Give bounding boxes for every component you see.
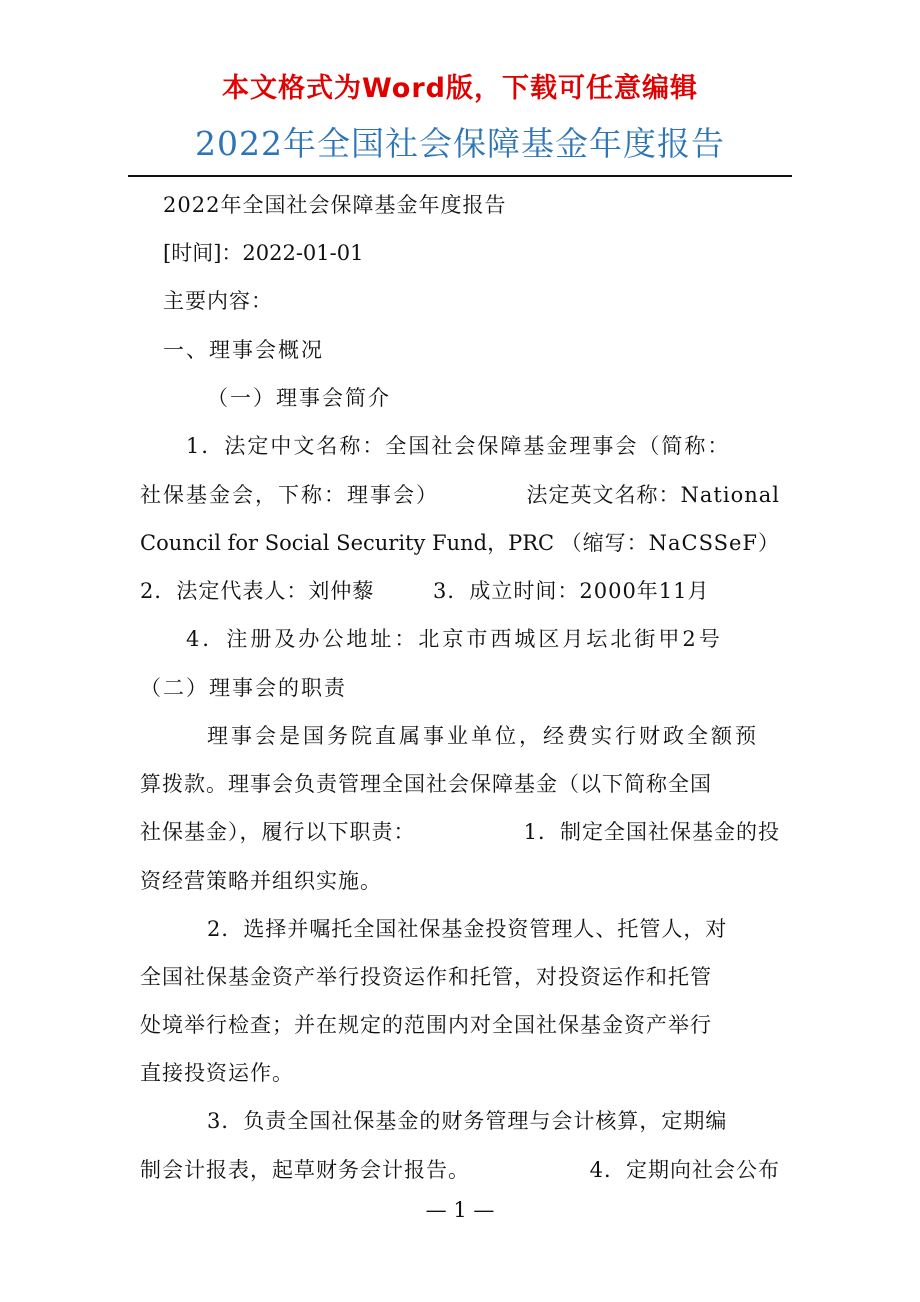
section-heading-1: 一、理事会概况 <box>163 338 324 362</box>
duty-item-4-start: 4．定期向社会公布 <box>589 1158 780 1182</box>
subsection-heading-2: （二）理事会的职责 <box>140 676 347 700</box>
main-content-label: 主要内容： <box>163 289 273 313</box>
duty-item-3-line: 制会计报表，起草财务会计报告。 <box>140 1158 470 1182</box>
format-notice-banner: 本文格式为Word版，下载可任意编辑 <box>221 73 698 104</box>
duty-item-2-line: 2．选择并嘱托全国社保基金投资管理人、托管人，对 <box>207 917 728 941</box>
duty-item-1-end: 资经营策略并组织实施。 <box>140 869 382 893</box>
duty-intro-line: 算拨款。理事会负责管理全国社会保障基金（以下简称全国 <box>140 772 712 796</box>
text-english-name-label: 法定英文名称：National <box>526 483 780 507</box>
text-founding-date: 3．成立时间：2000年11月 <box>433 579 710 603</box>
duty-intro-line: 理事会是国务院直属事业单位，经费实行财政全额预 <box>207 724 759 748</box>
paragraph-line <box>207 722 780 750</box>
document-title: 2022年全国社会保障基金年度报告 <box>195 124 725 163</box>
paragraph-line <box>140 1156 780 1184</box>
report-heading: 2022年全国社会保障基金年度报告 <box>163 193 507 217</box>
text-short-name: 社保基金会，下称：理事会） <box>140 483 439 507</box>
duty-item-2-line: 全国社保基金资产举行投资运作和托管，对投资运作和托管 <box>140 965 712 989</box>
duty-item-1-start: 1．制定全国社保基金的投 <box>523 820 780 844</box>
text-address: 4．注册及办公地址：北京市西城区月坛北街甲2号 <box>186 627 723 651</box>
duty-item-2-line: 直接投资运作。 <box>140 1061 294 1085</box>
paragraph-line <box>140 529 780 557</box>
text-chinese-name: 1．法定中文名称：全国社会保障基金理事会（简称： <box>186 434 731 458</box>
paragraph-line <box>140 481 780 509</box>
text-abbreviation: （缩写：NaCSSeF） <box>560 531 780 555</box>
text-legal-representative: 2．法定代表人：刘仲藜 <box>140 579 375 603</box>
text-english-name: Council for Social Security Fund，PRC <box>140 531 555 555</box>
duty-item-2-line: 处境举行检查；并在规定的范围内对全国社保基金资产举行 <box>140 1013 712 1037</box>
title-divider <box>128 175 792 177</box>
duty-item-3-line: 3．负责全国社保基金的财务管理与会计核算，定期编 <box>207 1109 728 1133</box>
paragraph-line <box>186 432 780 460</box>
paragraph-line <box>140 818 780 846</box>
duty-intro-line: 社保基金），履行以下职责： <box>140 820 416 844</box>
subsection-heading-1: （一）理事会简介 <box>207 386 391 410</box>
page-number: — 1 — <box>425 1198 495 1222</box>
report-date: [时间]：2022-01-01 <box>163 241 364 265</box>
